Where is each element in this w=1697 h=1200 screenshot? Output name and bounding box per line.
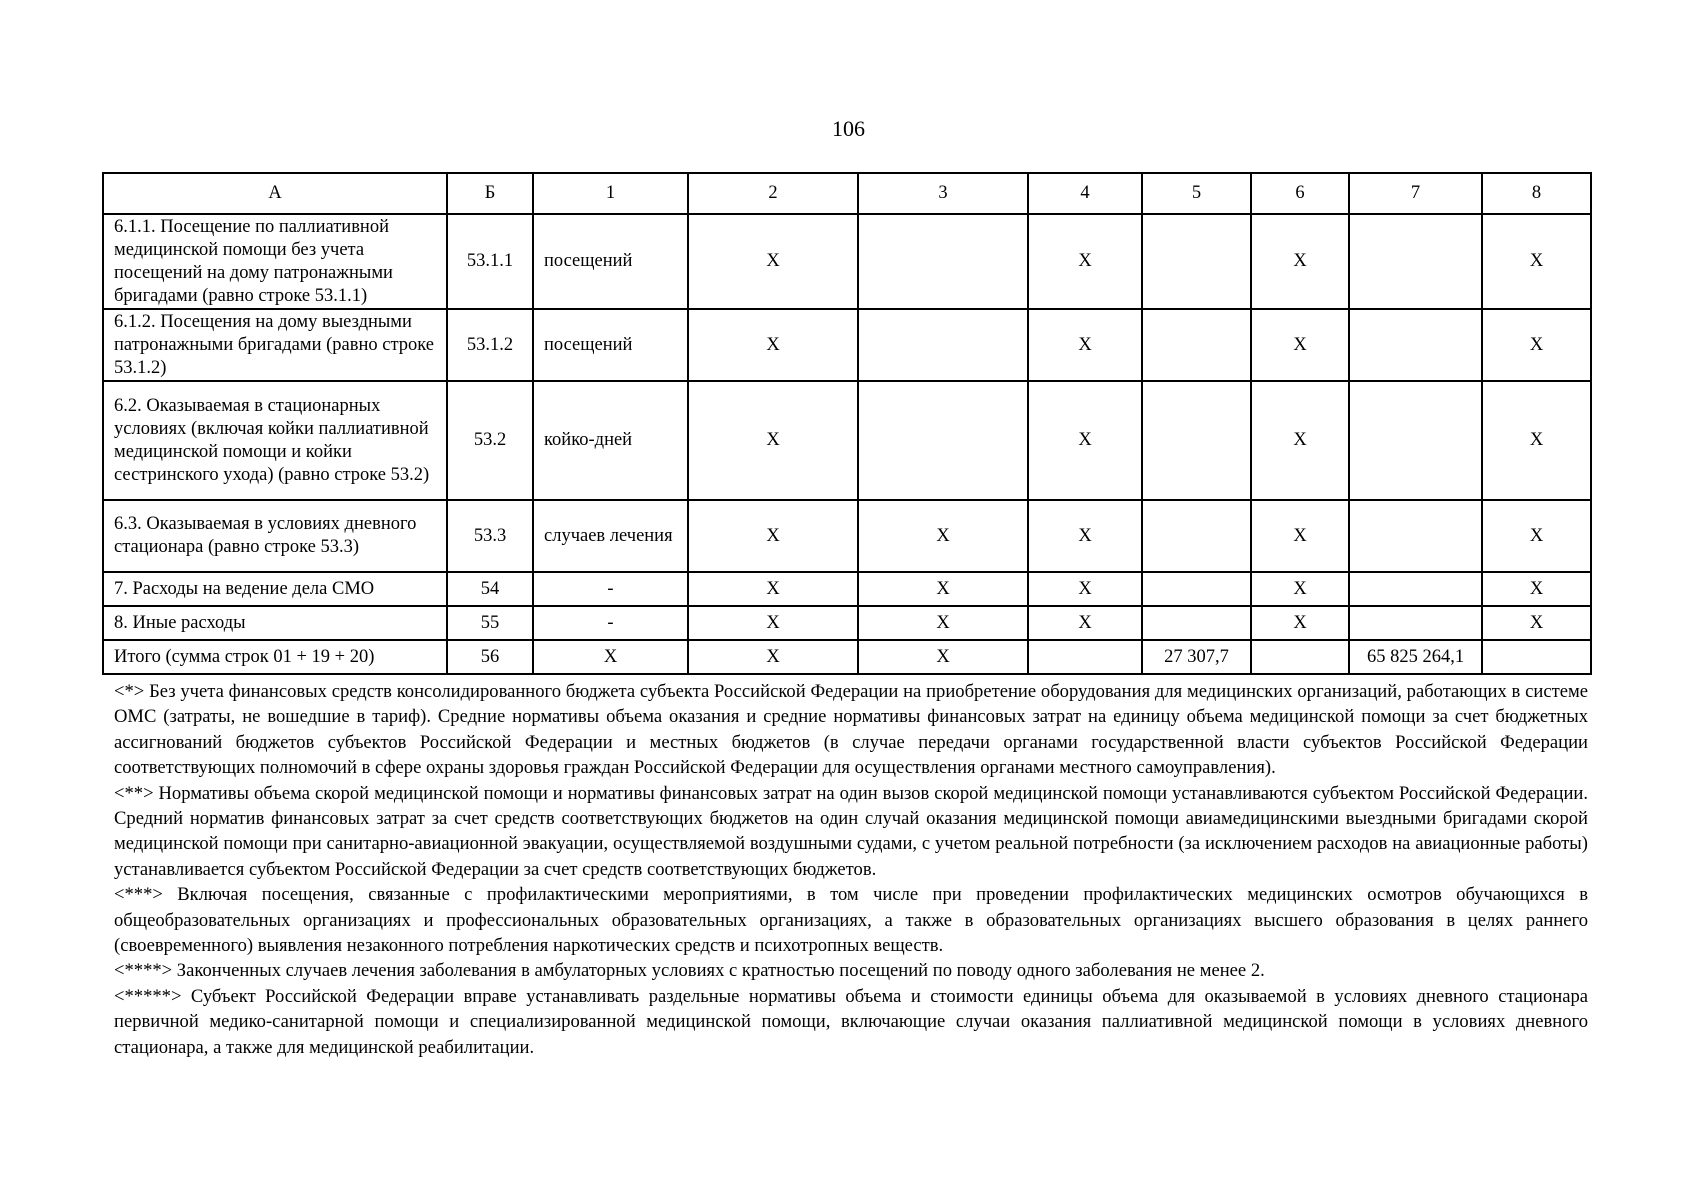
row-unit: случаев лечения [533,500,688,572]
table-cell: Х [1251,606,1349,640]
row-unit: Х [533,640,688,674]
table-cell [1349,500,1482,572]
table-cell [858,381,1028,500]
table-cell [1251,640,1349,674]
table-cell [1028,640,1142,674]
table-cell: Х [1028,214,1142,309]
table-header-row [103,173,1591,214]
header-cell: 4 [1028,173,1142,214]
footnotes [114,679,1588,1060]
footnote: <*****> Субъект Российской Федерации вправе устанавливать раздельные нормативы объема и стоимости единицы объема для оказываемой в условиях дневного стационара первичной медико-санитарной помощи и специализированной медицинской помощи, включающие случаи оказания паллиативной медицинской помощи в условиях дневного стационара, а также для медицинской реабилитации. [114,985,1588,1058]
table-row [103,572,1591,606]
row-unit: посещений [533,309,688,381]
header-cell: 8 [1482,173,1591,214]
table-cell: Х [1028,500,1142,572]
table-cell [1482,640,1591,674]
table-cell [1349,309,1482,381]
table-row [103,381,1591,500]
row-code: 56 [447,640,533,674]
row-unit: - [533,606,688,640]
header-cell: 2 [688,173,858,214]
table-cell: Х [1482,572,1591,606]
row-label: Итого (сумма строк 01 + 19 + 20) [103,640,447,674]
table-cell: 65 825 264,1 [1349,640,1482,674]
table-cell: Х [688,214,858,309]
table-cell: Х [858,500,1028,572]
row-label: 8. Иные расходы [103,606,447,640]
table-cell: Х [688,309,858,381]
table-cell: Х [688,640,858,674]
table-cell: Х [688,606,858,640]
row-code: 55 [447,606,533,640]
table-row [103,500,1591,572]
table-cell: Х [1251,381,1349,500]
table-cell: Х [858,606,1028,640]
table-cell: Х [1482,500,1591,572]
table-cell [1349,572,1482,606]
table-cell [858,309,1028,381]
table-cell [1142,381,1251,500]
header-cell: 7 [1349,173,1482,214]
row-label: 6.1.2. Посещения на дому выездными патронажными бригадами (равно строке 53.1.2) [103,309,447,381]
table-row [103,214,1591,309]
table-cell: Х [688,381,858,500]
row-label: 6.3. Оказываемая в условиях дневного стационара (равно строке 53.3) [103,500,447,572]
table-cell [1142,606,1251,640]
row-code: 54 [447,572,533,606]
table-cell: 27 307,7 [1142,640,1251,674]
header-cell: Б [447,173,533,214]
header-cell: 3 [858,173,1028,214]
table-cell: Х [1028,606,1142,640]
row-unit: - [533,572,688,606]
footnote: <****> Законченных случаев лечения заболевания в амбулаторных условиях с кратностью посещений по поводу одного заболевания не менее 2. [114,960,1265,982]
row-code: 53.3 [447,500,533,572]
row-label: 7. Расходы на ведение дела СМО [103,572,447,606]
row-code: 53.1.2 [447,309,533,381]
row-unit: койко-дней [533,381,688,500]
table-cell [1349,606,1482,640]
table-cell: Х [1482,381,1591,500]
table-cell: Х [1028,381,1142,500]
table-cell [1349,214,1482,309]
table-cell: Х [1482,309,1591,381]
footnote: <*> Без учета финансовых средств консолидированного бюджета субъекта Российской Федерации на приобретение оборудования для медицинских организаций, работающих в системе ОМС (затраты, не вошедшие в тариф). Средние нормативы объема оказания и средние нормативы финансовых затрат на единицу объема медицинской помощи за счет бюджетных ассигнований бюджетов субъектов Российской Федерации и местных бюджетов (в случае передачи органами государственной власти субъектов Российской Федерации соответствующих полномочий в сфере охраны здоровья граждан Российской Федерации для осуществления органами местного самоуправления). [114,681,1588,779]
total-row [103,640,1591,674]
table-cell: Х [1251,214,1349,309]
table-cell: Х [688,500,858,572]
header-cell: 1 [533,173,688,214]
table-cell: Х [1251,309,1349,381]
table-cell: Х [688,572,858,606]
header-cell: 5 [1142,173,1251,214]
footnote: <**> Нормативы объема скорой медицинской помощи и нормативы финансовых затрат на один вызов скорой медицинской помощи устанавливаются субъектом Российской Федерации. Средний норматив финансовых затрат за счет средств соответствующих бюджетов на один случай оказания медицинской помощи авиамедицинскими выездными бригадами скорой медицинской помощи при санитарно-авиационной эвакуации, осуществляемой воздушными судами, с учетом реальной потребности (за исключением расходов на авиационные работы) устанавливается субъектом Российской Федерации за счет средств соответствующих бюджетов. [114,782,1588,880]
page-number: 106 [832,116,865,141]
row-label: 6.2. Оказываемая в стационарных условиях (включая койки паллиативной медицинской помощи и койки сестринского ухода) (равно строке 53.2) [103,381,447,500]
table-cell: Х [1028,309,1142,381]
header-cell: 6 [1251,173,1349,214]
table-cell [1142,500,1251,572]
table-cell [858,214,1028,309]
table-cell: Х [858,640,1028,674]
table-cell [1142,572,1251,606]
footnote: <***> Включая посещения, связанные с профилактическими мероприятиями, в том числе при проведении профилактических медицинских осмотров обучающихся в общеобразовательных организациях и профессиональных образовательных организациях, а также в образовательных организациях высшего образования в целях раннего (своевременного) выявления незаконного потребления наркотических средств и психотропных веществ. [114,884,1588,957]
header-cell: А [103,173,447,214]
table-cell: Х [1251,572,1349,606]
table-cell: Х [1251,500,1349,572]
table-cell: Х [1028,572,1142,606]
row-code: 53.2 [447,381,533,500]
table-row [103,309,1591,381]
row-label: 6.1.1. Посещение по паллиативной медицинской помощи без учета посещений на дому патронажными бригадами (равно строке 53.1.1) [103,214,447,309]
row-unit: посещений [533,214,688,309]
table-row [103,606,1591,640]
row-code: 53.1.1 [447,214,533,309]
table-cell [1142,214,1251,309]
table-cell: Х [1482,214,1591,309]
table-cell [1142,309,1251,381]
data-table [102,172,1592,675]
table-cell: Х [1482,606,1591,640]
table-cell [1349,381,1482,500]
table-cell: Х [858,572,1028,606]
